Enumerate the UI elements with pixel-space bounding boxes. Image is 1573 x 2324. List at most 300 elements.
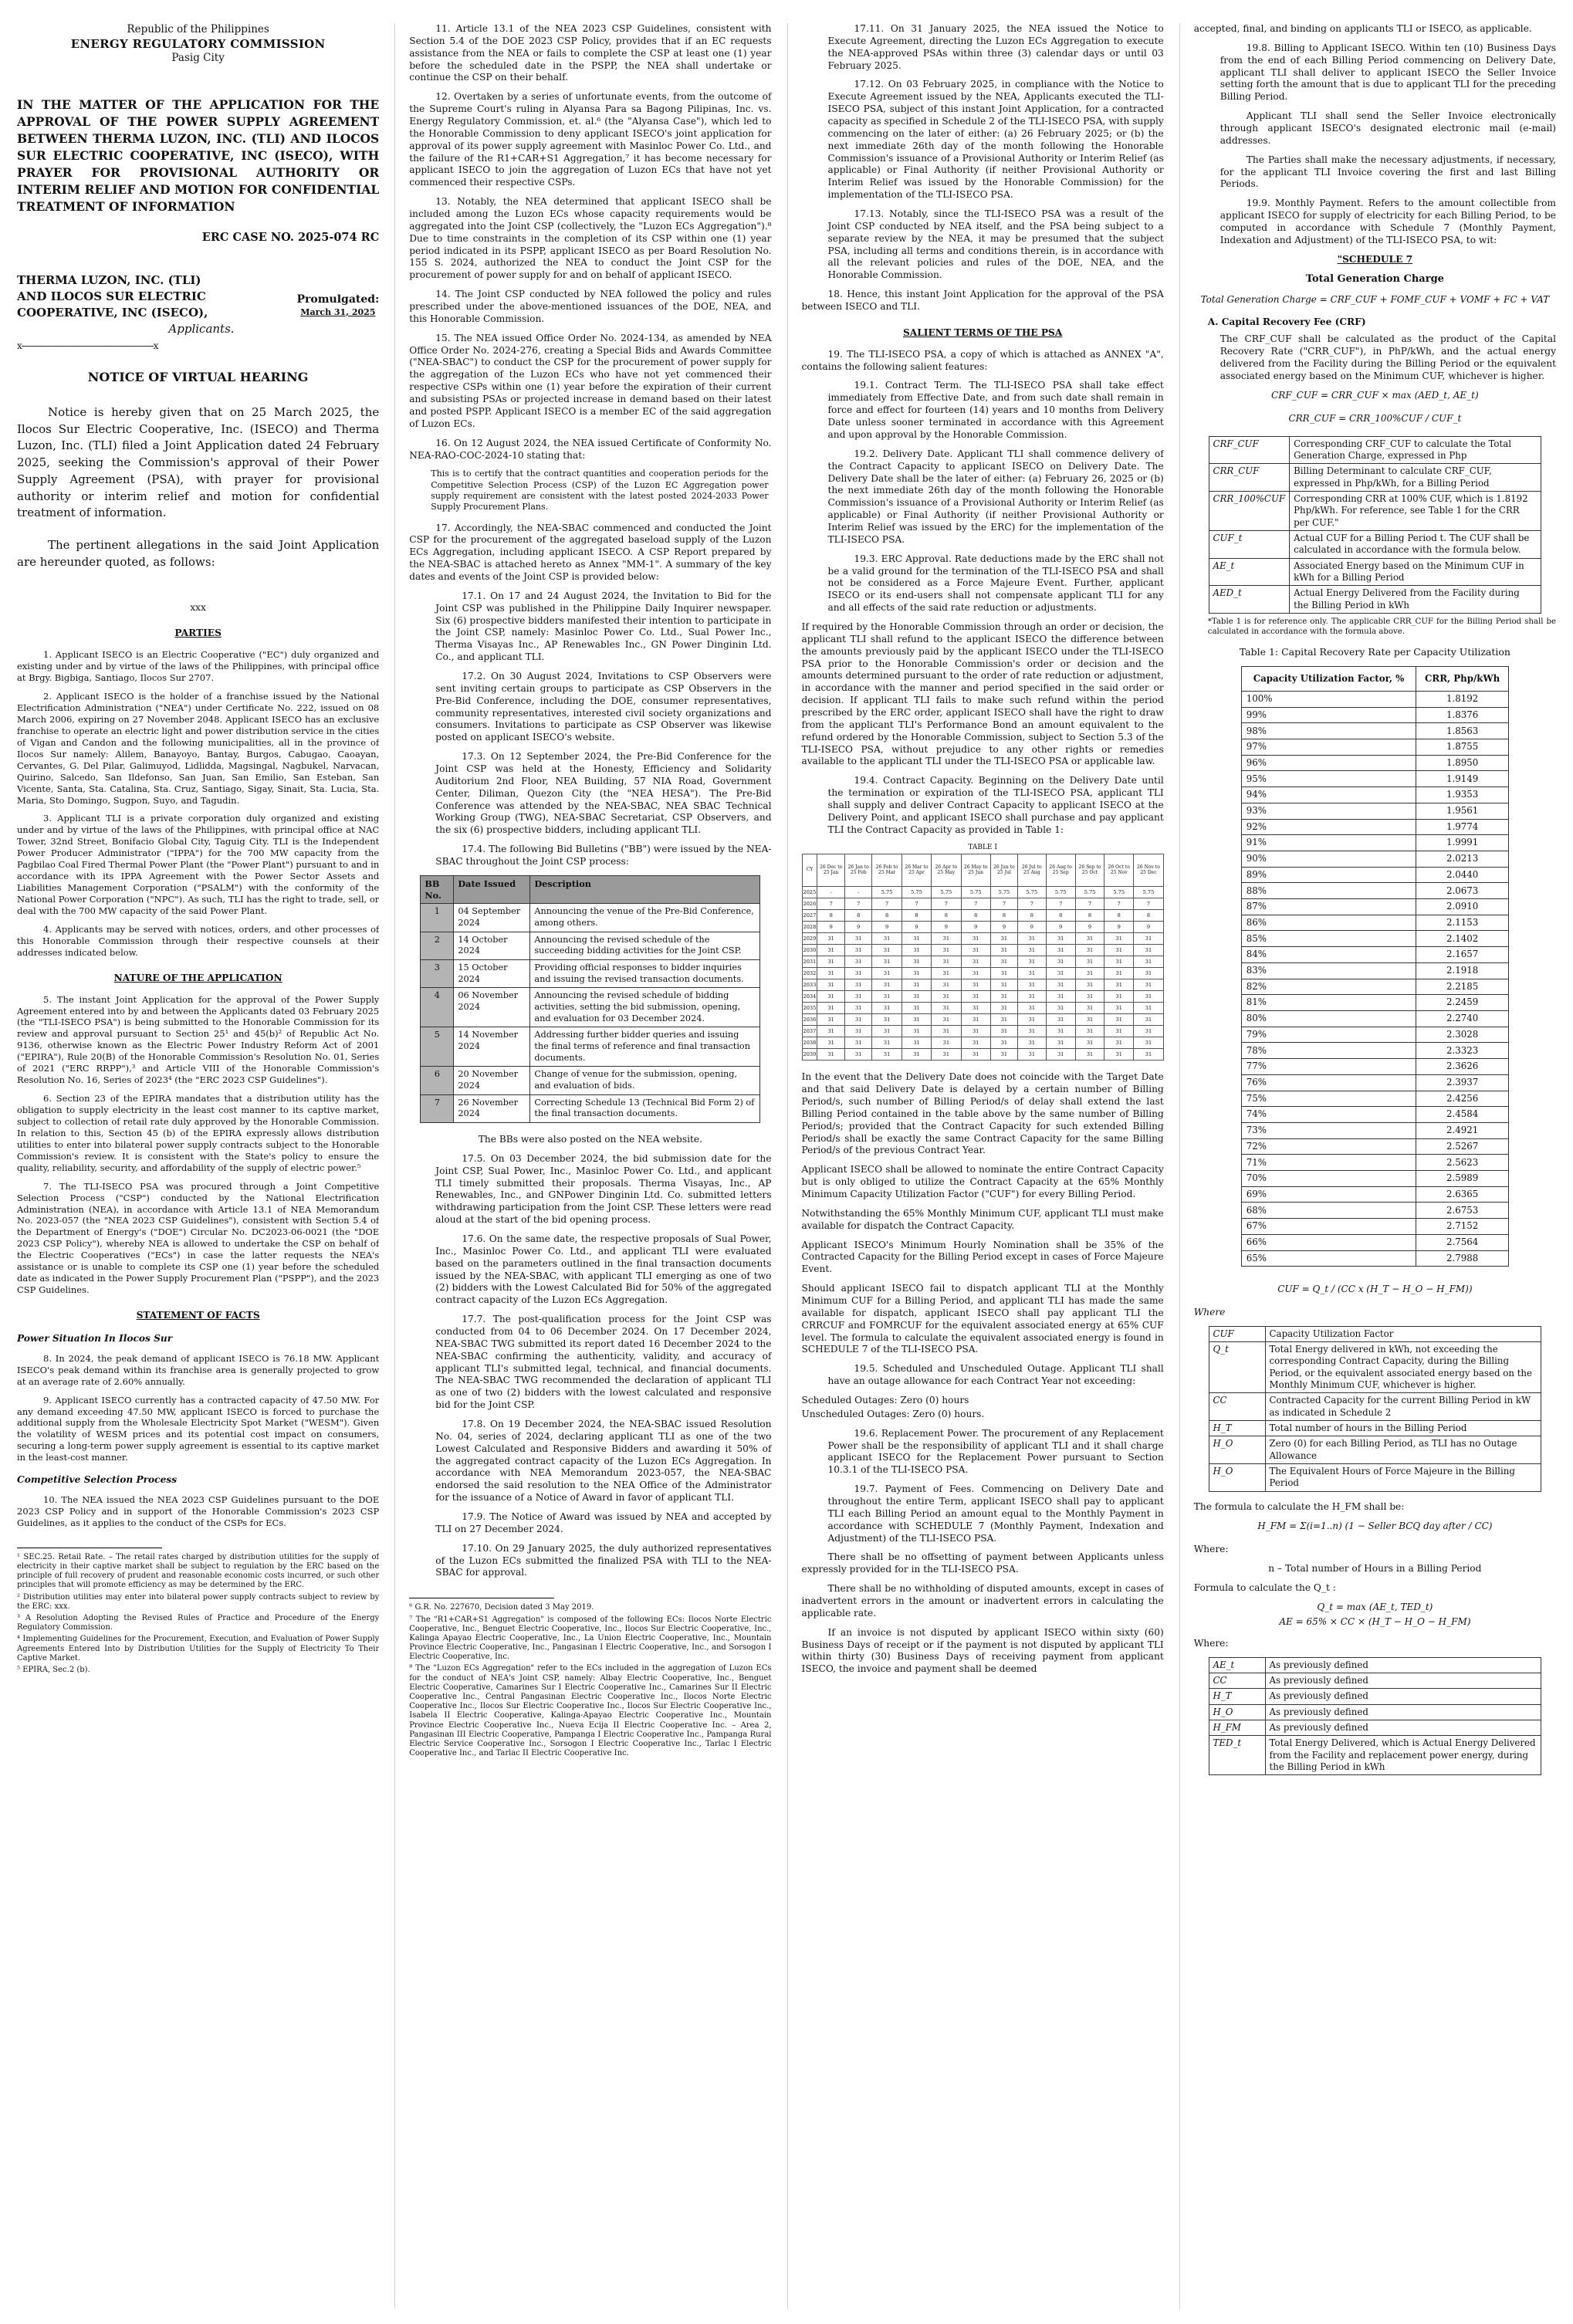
cuf-definitions-table bbox=[1209, 1326, 1542, 1492]
table-cell: 31 bbox=[990, 1003, 1017, 1014]
subparagraph: 19.7. Payment of Fees. Commencing on Delivery Date and throughout the entire Term, applicant ISECO shall pay to applicant TLI each Billing Period an amount equal to the Monthly Payment in accordance with SCHEDULE 7 (Monthly Payment, Indexation and Adjustment) of the TLI-ISECO PSA. bbox=[827, 1483, 1164, 1544]
table-cell: 31 bbox=[1046, 1049, 1075, 1061]
table-cell: 95% bbox=[1241, 771, 1416, 787]
table-cell: - bbox=[845, 887, 872, 898]
table-cell: 1.9774 bbox=[1416, 819, 1509, 835]
definition-row bbox=[1209, 1736, 1541, 1775]
crf-heading: A. Capital Recovery Fee (CRF) bbox=[1207, 316, 1366, 328]
table-header: 26 Aug to 25 Sep bbox=[1046, 854, 1075, 887]
table-header-row bbox=[421, 875, 760, 903]
table-row bbox=[802, 991, 1163, 1003]
paragraph: 2. Applicant ISECO is the holder of a franchise issued by the National Electrification Administration ("NEA") under Certificate No. 222, issued on 08 March 2006, expiring on 27 November 2048. Applicant ISECO has an exclusive franchise to operate an electric light and power distribution service in the cities of Vigan and Candon and the following municipalities, all in the province of Ilocos Sur namely: Alilem, Banayoyo, Bantay, Burgos, Cabugao, Caoayan, Cervantes, G. Del Pilar, Galimuyod, Lidlidda, Magsingal, Nagbukel, Narvacan, Quirino, Salcedo, San Ildefonso, San Juan, San Emilio, San Esteban, San Vicente, Santa, Sta. Catalina, Sta. Cruz, Santiago, Sigay, Sinait, Sta. Lucia, Sta. Maria, Sto Domingo, Sugpon, Suyo, and Tagudin. bbox=[17, 691, 380, 806]
table-cell: 1.8192 bbox=[1416, 691, 1509, 707]
table-cell: H_O bbox=[1209, 1463, 1265, 1491]
definition-rows bbox=[1209, 1657, 1541, 1775]
table-cell: Actual CUF for a Billing Period t. The CUF shall be calculated in accordance with the formula below. bbox=[1290, 530, 1541, 558]
table-cell: 31 bbox=[817, 1026, 845, 1037]
table-header: 26 Mar to 25 Apr bbox=[902, 854, 931, 887]
table-cell: 79% bbox=[1241, 1027, 1416, 1043]
table-cell: Total Energy Delivered, which is Actual Energy Delivered from the Facility and replacement power energy, during the Billing Period in kWh bbox=[1265, 1736, 1541, 1775]
table-cell: 06 November 2024 bbox=[454, 988, 530, 1027]
table-cell: 2031 bbox=[802, 956, 817, 968]
table-cell: Contracted Capacity for the current Billing Period in kW as indicated in Schedule 2 bbox=[1265, 1393, 1541, 1421]
subparagraph: 19.1. Contract Term. The TLI-ISECO PSA shall take effect immediately from Effective Date, and from such date shall remain in force and effect for fourteen (14) years and 10 months from Delivery Date unless sooner terminated in accordance with this Agreement and upon approval by the Honorable Commission. bbox=[827, 380, 1164, 440]
table-cell: 31 bbox=[845, 1026, 872, 1037]
table-cell: 31 bbox=[872, 979, 902, 991]
table-row bbox=[802, 1014, 1163, 1026]
subparagraph: 17.5. On 03 December 2024, the bid submission date for the Joint CSP, Sual Power, Inc., Masinloc Power Co. Ltd., and applicant TLI timely submitted their proposals. Therma Visayas, Inc., AP Renewables, Inc., and GNPower Dinginin Ltd. Co. submitted letters withdrawing participation from the Joint CSP. These letters were read aloud at the start of the bid opening process. bbox=[435, 1152, 772, 1226]
notice-title: NOTICE OF VIRTUAL HEARING bbox=[87, 370, 309, 385]
table-cell: 7 bbox=[990, 898, 1017, 910]
table-cell: 31 bbox=[1075, 979, 1104, 991]
table-cell: 31 bbox=[1046, 1014, 1075, 1026]
table-row bbox=[802, 1049, 1163, 1061]
divider-rule: x--------------------------------------------------------x bbox=[17, 340, 158, 352]
table-cell: 7 bbox=[902, 898, 931, 910]
footnote: ¹ SEC.25. Retail Rate. – The retail rates charged by distribution utilities for the supply of electricity in their captive market shall be subject to regulation by the ERC based on the principle of full recovery of prudent and reasonable economic costs incurred, or such other principles that will promote efficiency as may be determined by the ERC. bbox=[17, 1552, 380, 1590]
paragraph: The Parties shall make the necessary adjustments, if necessary, for the applicant TLI Invoice covering the first and last Billing Periods. bbox=[1219, 154, 1556, 190]
bid-bulletin-table bbox=[420, 875, 760, 1123]
table-cell: 31 bbox=[817, 1003, 845, 1014]
table-cell: 1.8376 bbox=[1416, 707, 1509, 723]
table-cell: CC bbox=[1209, 1673, 1265, 1689]
table-cell: 31 bbox=[990, 956, 1017, 968]
subsection-heading: Competitive Selection Process bbox=[17, 1474, 178, 1486]
paragraph: Applicant ISECO shall be allowed to nominate the entire Contract Capacity but is only obliged to utilize the Contract Capacity at the 65% Monthly Minimum Capacity Utilization Factor ("CUF") for every Billing Period. bbox=[801, 1164, 1164, 1199]
definition-row bbox=[1209, 586, 1541, 614]
table-cell: 2035 bbox=[802, 1003, 817, 1014]
table-header: Description bbox=[530, 875, 760, 903]
table-cell: 7 bbox=[872, 898, 902, 910]
table-row bbox=[1241, 787, 1508, 803]
table-cell: 31 bbox=[961, 945, 990, 956]
table-cell: 31 bbox=[1075, 945, 1104, 956]
table-cell: 2.1918 bbox=[1416, 962, 1509, 979]
section-heading: STATEMENT OF FACTS bbox=[136, 1310, 260, 1321]
definition-row bbox=[1209, 1436, 1541, 1464]
table-cell: 31 bbox=[1046, 1026, 1075, 1037]
table-header: 26 Jun to 25 Jul bbox=[990, 854, 1017, 887]
promulgated-date: March 31, 2025 bbox=[300, 306, 376, 317]
table-cell: CRR_100%CUF bbox=[1209, 491, 1290, 530]
table-cell: 85% bbox=[1241, 931, 1416, 947]
footnote: ⁸ The "Luzon ECs Aggregation" refer to the ECs included in the aggregation of Luzon ECs for the conduct of NEA's Joint CSP, namely: Albay Electric Cooperative, Inc., Benguet Electric Cooperative, Camarines Sur I Electric Cooperative Inc., Camarines Sur II Electric Cooperative Inc., Central Pangasinan Electric Cooperative Inc., Ilocos Norte Electric Cooperative Inc., Ilocos Sur Electric Cooperative Inc., Ilocos Sur Electric Cooperative Inc., Isabela II Electric Cooperative, Kalinga-Apayao Electric Cooperative Inc., Mountain Province Electric Cooperative Inc., Nueva Ecija II Electric Cooperative Inc. – Area 2, Pangasinan III Electric Cooperative, Pampanga I Electric Cooperative Inc., Pampanga Rural Electric Service Cooperative Inc., Sorsogon I Electric Cooperative Inc., Tarlac I Electric Cooperative Inc., and Tarlac II Electric Cooperative Inc. bbox=[409, 1664, 772, 1758]
definition-row bbox=[1209, 1463, 1541, 1491]
table-row bbox=[1241, 899, 1508, 915]
table-cell: 66% bbox=[1241, 1234, 1416, 1250]
table-cell: 31 bbox=[990, 991, 1017, 1003]
paragraph: 8. In 2024, the peak demand of applicant ISECO is 76.18 MW. Applicant ISECO's peak demand within its franchise area is generally projected to grow at an average rate of 2.60% annually. bbox=[17, 1352, 380, 1387]
crf-text: The CRF_CUF shall be calculated as the product of the Capital Recovery Rate ("CRR_CUF"), in PhP/kWh, and the actual energy delivered from the Facility during the Billing Period or the equivalent associated energy based on the Minimum CUF, whichever is higher. bbox=[1219, 333, 1556, 381]
commission-name: ENERGY REGULATORY COMMISSION bbox=[70, 36, 326, 51]
city-line: Pasig City bbox=[171, 52, 225, 65]
table-cell: Change of venue for the submission, opening, and evaluation of bids. bbox=[530, 1067, 760, 1094]
subparagraph: 17.2. On 30 August 2024, Invitations to CSP Observers were sent inviting certain groups to participate as CSP Observers in the Pre-Bid Conference, including the DOE, consumer representatives, community representatives, interested civil society organizations and consumers. Invitations to participate as CSP Observer was likewise posted on applicant ISECO's website. bbox=[435, 671, 772, 743]
table-cell: 14 November 2024 bbox=[454, 1027, 530, 1067]
tgc-heading: Total Generation Charge bbox=[1305, 272, 1444, 285]
table-cell: H_T bbox=[1209, 1420, 1265, 1436]
table-cell: 31 bbox=[902, 956, 931, 968]
table-cell: 73% bbox=[1241, 1122, 1416, 1138]
table-cell: 04 September 2024 bbox=[454, 904, 530, 932]
table-row bbox=[1241, 707, 1508, 723]
table-row bbox=[1241, 1138, 1508, 1155]
table-cell: 7 bbox=[1018, 898, 1046, 910]
paragraph: There shall be no offsetting of payment between Applicants unless expressly provided for in the TLI-ISECO PSA. bbox=[801, 1551, 1164, 1575]
definition-row bbox=[1209, 1326, 1541, 1341]
table-cell: 31 bbox=[817, 1049, 845, 1061]
contract-capacity-rows bbox=[802, 854, 1163, 1061]
table-cell: 8 bbox=[902, 910, 931, 922]
table-cell: 31 bbox=[932, 1014, 962, 1026]
table-cell: 31 bbox=[902, 933, 931, 945]
table-cell: 31 bbox=[817, 979, 845, 991]
table-cell: 31 bbox=[817, 933, 845, 945]
table-cell: 71% bbox=[1241, 1155, 1416, 1171]
hfm-formula: H_FM = Σ(i=1..n) (1 − Seller BCQ day after / CC) bbox=[1257, 1521, 1493, 1532]
definition-row bbox=[1209, 1657, 1541, 1673]
table-cell: 67% bbox=[1241, 1219, 1416, 1235]
table-cell: 31 bbox=[1134, 1037, 1164, 1049]
table-cell: 7 bbox=[1075, 898, 1104, 910]
table-cell: 97% bbox=[1241, 739, 1416, 756]
table-cell: 7 bbox=[845, 898, 872, 910]
table-cell: 94% bbox=[1241, 787, 1416, 803]
table-cell: 31 bbox=[961, 1014, 990, 1026]
table-cell: 31 bbox=[990, 1026, 1017, 1037]
ae-formula: AE = 65% × CC × (H_T − H_O − H_FM) bbox=[1279, 1616, 1471, 1628]
table-cell: 2.3626 bbox=[1416, 1059, 1509, 1075]
table-cell: 31 bbox=[817, 1014, 845, 1026]
table-cell: 31 bbox=[817, 1037, 845, 1049]
paragraph: 7. The TLI-ISECO PSA was procured through a Joint Competitive Selection Process ("CSP") conducted by the National Electrification Administration (NEA), in accordance with Article 13.1 of NEA Memorandum No. 2023-057 (the "NEA 2023 CSP Guidelines"), consistent with Section 5.4 of the Department of Energy's ("DOE") Circular No. DC2023-06-0021 (the "DOE 2023 CSP Policy"), whereby NEA is allowed to undertake the CSP on behalf of the Electric Cooperatives ("ECs") in case the latter requests the NEA's assistance or is unable to complete its CSP one (1) year before the scheduled date as indicated in the Power Supply Procurement Plan ("PSPP"), and the 2023 CSP Guidelines. bbox=[17, 1180, 380, 1296]
table-cell: 2037 bbox=[802, 1026, 817, 1037]
table-row bbox=[1241, 1074, 1508, 1091]
paragraph: 17. Accordingly, the NEA-SBAC commenced and conducted the Joint CSP for the procurement of the aggregated baseload supply of the Luzon ECs Aggregation, including applicant ISECO. A CSP Report prepared by the NEA-SBAC is attached hereto as Annex "MM-1". A summary of the key dates and events of the Joint CSP is provided below: bbox=[409, 522, 772, 582]
table-cell: 76% bbox=[1241, 1074, 1416, 1091]
table-cell: 82% bbox=[1241, 979, 1416, 995]
table-cell: 31 bbox=[1075, 968, 1104, 979]
table-cell: Corresponding CRF_CUF to calculate the Total Generation Charge, expressed in Php bbox=[1290, 436, 1541, 464]
table-row bbox=[1241, 1203, 1508, 1219]
table-cell: 31 bbox=[1046, 1003, 1075, 1014]
table-cell: 31 bbox=[990, 1037, 1017, 1049]
table-header: 26 Jan to 25 Feb bbox=[845, 854, 872, 887]
crf-formula: CRF_CUF = CRR_CUF × max (AED_t, AE_t) bbox=[1271, 390, 1479, 401]
table-cell: 2.1657 bbox=[1416, 947, 1509, 963]
section-heading: SALIENT TERMS OF THE PSA bbox=[902, 326, 1063, 338]
table-header: BB No. bbox=[421, 875, 454, 903]
subparagraph: 17.6. On the same date, the respective proposals of Sual Power, Inc., Masinloc Power Co. Ltd., and applicant TLI were evaluated based on the parameters outlined in the final transaction documents issued by the NEA-SBAC, with applicant TLI emerging as one of two (2) bidders with the Lowest Calculated Bid for 50% of the aggregated contract capacity of the Luzon ECs Aggregation. bbox=[435, 1233, 772, 1306]
intro-paragraph: The pertinent allegations in the said Joint Application are hereunder quoted, as follows: bbox=[17, 538, 380, 569]
paragraph: 12. Overtaken by a series of unfortunate events, from the outcome of the Supreme Court's ruling in Alyansa Para sa Bagong Pilipinas, Inc. vs. Energy Regulatory Commission, et. al.⁶ (the "Alyansa Case"), which led to the Honorable Commission to deny applicant ISECO's joint application for approval of its power supply agreement with Masinloc Power Co. Ltd., and the failure of the R1+CAR+S1 Aggregation,⁷ it has become necessary for applicant ISECO to join the aggregation of Luzon ECs that have not yet commenced their respective CSPs. bbox=[409, 91, 772, 188]
table-row bbox=[1241, 979, 1508, 995]
table-cell: 1.9149 bbox=[1416, 771, 1509, 787]
table-cell: 7 bbox=[1046, 898, 1075, 910]
table-cell: Announcing the revised schedule of bidding activities, setting the bid submission, opening, and evaluation for 03 December 2024. bbox=[530, 988, 760, 1027]
table-cell: 96% bbox=[1241, 755, 1416, 771]
table-cell: 9 bbox=[845, 922, 872, 933]
paragraph: 6. Section 23 of the EPIRA mandates that a distribution utility has the obligation to supply electricity in the least cost manner to its captive market, subject to collection of retail rate duly approved by the Honorable Commission. In relation to this, Section 45 (b) of the EPIRA expressly allows distribution utilities to enter into bilateral power supply contracts subject to the Honorable Commission's review. It is consistent with the State's policy to ensure the quality, reliability, security, and affordability of the supply of electric power.⁵ bbox=[17, 1093, 380, 1173]
table-cell: 31 bbox=[1075, 1037, 1104, 1049]
subparagraph: 17.4. The following Bid Bulletins ("BB") were issued by the NEA-SBAC throughout the Joint CSP process: bbox=[435, 844, 772, 868]
table-cell: 89% bbox=[1241, 867, 1416, 883]
table-cell: 31 bbox=[1134, 956, 1164, 968]
table-cell: 2 bbox=[421, 932, 454, 959]
table-cell: 31 bbox=[990, 1014, 1017, 1026]
table-cell: 2028 bbox=[802, 922, 817, 933]
party-names bbox=[17, 272, 235, 337]
table-cell: 4 bbox=[421, 988, 454, 1027]
table-cell: 5.75 bbox=[1104, 887, 1134, 898]
promulgated-block bbox=[297, 272, 380, 317]
definition-row bbox=[1209, 491, 1541, 530]
cuf-formula: CUF = Q_t / (CC x (H_T − H_O − H_FM)) bbox=[1277, 1284, 1473, 1295]
subparagraph: 17.7. The post-qualification process for the Joint CSP was conducted from 04 to 06 December 2024. On 17 December 2024, NEA-SBAC TWG submitted its report dated 16 December 2024 to the NEA-SBAC confirming the authenticity, validity, and accuracy of applicant TLI's submitted legal, technical, and financial documents. The NEA-SBAC TWG recommended the declaration of applicant TLI as one of two (2) bidders with the lowest calculated and responsive bid for the Joint CSP. bbox=[435, 1314, 772, 1411]
table-cell: 31 bbox=[1134, 1049, 1164, 1061]
table-row bbox=[1241, 883, 1508, 899]
table-cell: 87% bbox=[1241, 899, 1416, 915]
table-row bbox=[421, 1027, 760, 1067]
table-row bbox=[421, 932, 760, 959]
ellipsis-marker: xxx bbox=[190, 601, 206, 613]
table-cell: 98% bbox=[1241, 723, 1416, 739]
table-cell: 31 bbox=[845, 945, 872, 956]
table-cell: 31 bbox=[872, 1037, 902, 1049]
table-header: 26 Sep to 25 Oct bbox=[1075, 854, 1104, 887]
table-cell: 77% bbox=[1241, 1059, 1416, 1075]
crr-table-title: Table 1: Capital Recovery Rate per Capacity Utilization bbox=[1239, 646, 1510, 658]
table-cell: 31 bbox=[1046, 968, 1075, 979]
table-cell: 31 bbox=[872, 1003, 902, 1014]
table-header-row bbox=[802, 854, 1163, 887]
table-header: 26 Nov to 25 Dec bbox=[1134, 854, 1164, 887]
table-cell: 31 bbox=[845, 968, 872, 979]
table-cell: 31 bbox=[1046, 979, 1075, 991]
table-cell: 86% bbox=[1241, 915, 1416, 931]
table-cell: Correcting Schedule 13 (Technical Bid Form 2) of the final transaction documents. bbox=[530, 1094, 760, 1122]
table-cell: 31 bbox=[817, 956, 845, 968]
table-cell: 31 bbox=[1018, 1003, 1046, 1014]
table-cell: 83% bbox=[1241, 962, 1416, 979]
qt-definitions-table bbox=[1209, 1657, 1542, 1776]
table-cell: 31 bbox=[1104, 1003, 1134, 1014]
table-cell: 31 bbox=[961, 991, 990, 1003]
table-cell: 8 bbox=[1104, 910, 1134, 922]
table-cell: 31 bbox=[1075, 991, 1104, 1003]
table-cell: 31 bbox=[1104, 979, 1134, 991]
table-cell: 91% bbox=[1241, 835, 1416, 851]
table-cell: 9 bbox=[990, 922, 1017, 933]
party-line: AND ILOCOS SUR ELECTRIC bbox=[17, 289, 206, 304]
table-cell: 2.1402 bbox=[1416, 931, 1509, 947]
table-cell: 31 bbox=[1018, 979, 1046, 991]
table-cell: 31 bbox=[902, 1026, 931, 1037]
table-cell: 31 bbox=[845, 956, 872, 968]
table-cell: 2.0213 bbox=[1416, 851, 1509, 867]
table-cell: 31 bbox=[961, 979, 990, 991]
case-number: ERC CASE NO. 2025-074 RC bbox=[201, 230, 380, 244]
table-row bbox=[1241, 723, 1508, 739]
table-cell: 8 bbox=[1018, 910, 1046, 922]
table-cell: 31 bbox=[990, 968, 1017, 979]
subparagraph: 17.8. On 19 December 2024, the NEA-SBAC issued Resolution No. 04, series of 2024, declaring applicant TLI as one of the two Lowest Calculated and Responsive Bidders and awarding it 50% of the aggregated contract capacity of the Luzon ECs Aggregation. In accordance with NEA Memorandum 2023-057, the NEA-SBAC endorsed the said resolution to the NEA Office of the Administrator for the issuance of a Notice of Award in favor of applicant TLI. bbox=[435, 1419, 772, 1504]
subparagraph: 17.12. On 03 February 2025, in compliance with the Notice to Execute Agreement issued by the NEA, Applicants executed the TLI-ISECO PSA, subject of this instant Joint Application, for a contracted capacity as specified in Schedule 2 of the TLI-ISECO PSA, with supply commencing on the later of either: (a) 26 February 2025; or (b) the next immediate 26th day of the month following the Honorable Commission's issuance of a Provisional Authority or Interim Relief (as applicable) or Final Authority (if neither Provisional Authority or Interim Relief was issued by the Honorable Commission) for the implementation of the TLI-ISECO PSA. bbox=[827, 79, 1164, 201]
subparagraph: 19.2. Delivery Date. Applicant TLI shall commence delivery of the Contract Capacity to applicant ISECO on Delivery Date. The Delivery Date shall be the later of either: (a) February 26, 2025 or (b) the next immediate 26th day of the month following the Honorable Commission's issuance of a Provisional Authority or Interim Relief (as applicable) or Final Authority (if neither Provisional Authority or Interim Relief was issued by the ERC) for the implementation of the TLI-ISECO PSA. bbox=[827, 448, 1164, 545]
table-cell: Billing Determinant to calculate CRF_CUF, expressed in Php/kWh, for a Billing Period bbox=[1290, 464, 1541, 492]
table-cell: Announcing the revised schedule of the succeeding bidding activities for the Joint CSP. bbox=[530, 932, 760, 959]
table-cell: 5.75 bbox=[990, 887, 1017, 898]
table-cell: 8 bbox=[1075, 910, 1104, 922]
table-header-row bbox=[1241, 666, 1508, 691]
table-cell: 9 bbox=[1134, 922, 1164, 933]
paragraph: 5. The instant Joint Application for the approval of the Power Supply Agreement entered into by and between the Applicants dated 03 February 2025 (the "TLI-ISECO PSA") is being submitted to the Honorable Commission for its review and approval pursuant to Section 25¹ and 45(b)² of Republic Act No. 9136, otherwise known as the Electric Power Industry Reform Act of 2001 ("EPIRA"), Rule 20(B) of the Honorable Commission's Resolution No. 01, Series of 2021 ("ERC RRPP"),³ and Article VIII of the Honorable Commission's Resolution No. 16, Series of 2023⁴ (the "ERC 2023 CSP Guidelines"). bbox=[17, 993, 380, 1086]
definition-rows bbox=[1209, 1326, 1541, 1491]
table-cell: 31 bbox=[1104, 1014, 1134, 1026]
table-cell: 9 bbox=[1104, 922, 1134, 933]
table-cell: 31 bbox=[872, 945, 902, 956]
table-cell: 31 bbox=[1134, 1026, 1164, 1037]
table-cell: 31 bbox=[1018, 991, 1046, 1003]
table-cell: 5.75 bbox=[961, 887, 990, 898]
table-row bbox=[802, 979, 1163, 991]
paragraph: 3. Applicant TLI is a private corporation duly organized and existing under and by virtue of the laws of the Philippines, with principal office at NAC Tower, 32nd Street, Bonifacio Global City, Taguig City. TLI is the Independent Power Producer Administrator ("IPPA") for the 700 MW capacity from the Pagbilao Coal Fired Thermal Power Plant (the "Power Plant") pursuant to and in accordance with its IPPA Agreement with the Power Sector Assets and Liabilities Management Corporation ("PSALM") with the conformity of the National Power Corporation ("NPC"). As such, TLI has the right to trade, sell, or deal with the 700 MW capacity of the said Power Plant. bbox=[17, 813, 380, 916]
table-cell: 8 bbox=[872, 910, 902, 922]
table-row bbox=[1241, 1010, 1508, 1027]
definition-row bbox=[1209, 1689, 1541, 1704]
table-cell: 2.5267 bbox=[1416, 1138, 1509, 1155]
table-header: 26 Dec to 25 Jan bbox=[817, 854, 845, 887]
table-cell: Providing official responses to bidder inquiries and issuing the revised transaction documents. bbox=[530, 959, 760, 987]
promulgated-label: Promulgated: bbox=[296, 293, 380, 306]
table-cell: - bbox=[817, 887, 845, 898]
table-cell: 1.9991 bbox=[1416, 835, 1509, 851]
table-row bbox=[421, 904, 760, 932]
paragraph: 15. The NEA issued Office Order No. 2024-134, as amended by NEA Office Order No. 2024-276, creating a Special Bids and Awards Committee ("NEA-SBAC") to conduct the CSP for the procurement of power supply for the aggregation of the Luzon ECs who have not yet commenced their respective CSPs within one (1) year before the expiration of their current and subsisting PSAs or projected increase in demand based on their latest and posted PSPP. Applicant ISECO is a member EC of the said aggregation of Luzon ECs. bbox=[409, 332, 772, 429]
table-cell: 1.9353 bbox=[1416, 787, 1509, 803]
table-cell: Associated Energy based on the Minimum CUF in kWh for a Billing Period bbox=[1290, 558, 1541, 586]
table-cell: 9 bbox=[1046, 922, 1075, 933]
table-cell: CUF_t bbox=[1209, 530, 1290, 558]
table-cell: 2.2185 bbox=[1416, 979, 1509, 995]
table-cell: 31 bbox=[872, 991, 902, 1003]
paragraph: 19. The TLI-ISECO PSA, a copy of which is attached as ANNEX "A", contains the following salient features: bbox=[801, 348, 1164, 372]
table-cell: Addressing further bidder queries and issuing the final terms of reference and final transaction documents. bbox=[530, 1027, 760, 1067]
table-header: 26 May to 25 Jun bbox=[961, 854, 990, 887]
table-cell: 31 bbox=[872, 933, 902, 945]
table-row bbox=[802, 887, 1163, 898]
table-cell: 31 bbox=[902, 1049, 931, 1061]
subparagraph: 17.3. On 12 September 2024, the Pre-Bid Conference for the Joint CSP was held at the Honesty, Efficiency and Solidarity Auditorium 2nd Floor, NEA Building, 57 NIA Road, Government Center, Diliman, Quezon City (the "NEA HESA"). The Pre-Bid Conference was attended by the NEA-SBAC, NEA SBAC Technical Working Group (TWG), NEA-SBAC Secretariat, CSP Observers, and the six (6) prospective bidders, including applicant TLI. bbox=[435, 751, 772, 836]
table-header: CRR, Php/kWh bbox=[1416, 666, 1509, 691]
table-row bbox=[1241, 947, 1508, 963]
table-cell: 31 bbox=[1134, 1014, 1164, 1026]
table-row bbox=[421, 988, 760, 1027]
table-cell: 2034 bbox=[802, 991, 817, 1003]
paragraph: If an invoice is not disputed by applicant ISECO within sixty (60) Business Days of receipt or if the payment is not disputed by applicant TLI within thirty (30) Business Days of receiving payment from applicant ISECO, the invoice and payment shall be deemed bbox=[801, 1626, 1164, 1675]
table-cell: 8 bbox=[961, 910, 990, 922]
definition-row bbox=[1209, 1342, 1541, 1393]
column-4 bbox=[1179, 23, 1556, 2309]
footnote: ³ A Resolution Adopting the Revised Rules of Practice and Procedure of the Energy Regulatory Commission. bbox=[17, 1613, 380, 1632]
republic-line: Republic of the Philippines bbox=[127, 23, 269, 36]
table-cell: 31 bbox=[1018, 1014, 1046, 1026]
crr-rows bbox=[1241, 691, 1508, 1266]
definition-row bbox=[1209, 1673, 1541, 1689]
table-row bbox=[1241, 962, 1508, 979]
footnote: ⁷ The "R1+CAR+S1 Aggregation" is composed of the following ECs: Ilocos Norte Electric Cooperative, Inc., Benguet Electric Cooperative, Inc., Ilocos Sur Electric Cooperative, Inc., Kalinga Apayao Electric Cooperative, Inc., La Union Electric Cooperative, Inc., Mountain Province Electric Cooperative, Inc., Pangasinan I Electric Cooperative, Inc., and Sorsogon I Electric Cooperative, Inc. bbox=[409, 1615, 772, 1662]
table-row bbox=[1241, 1107, 1508, 1123]
table-row bbox=[1241, 851, 1508, 867]
table-cell: 7 bbox=[421, 1094, 454, 1122]
subparagraph: 19.8. Billing to Applicant ISECO. Within ten (10) Business Days from the end of each Billing Period commencing on Delivery Date, applicant TLI shall deliver to applicant ISECO the Seller Invoice setting forth the amount that is due to applicant TLI for the preceding Billing Period. bbox=[1219, 42, 1556, 103]
table-cell: 31 bbox=[932, 1037, 962, 1049]
table-cell: 1 bbox=[421, 904, 454, 932]
table-cell: 1.8755 bbox=[1416, 739, 1509, 756]
contract-capacity-table bbox=[802, 854, 1164, 1061]
bid-bulletin-rows bbox=[421, 904, 760, 1123]
table-cell: 70% bbox=[1241, 1171, 1416, 1187]
paragraph: In the event that the Delivery Date does not coincide with the Target Date and that said Delivery Date is delayed by a certain number of Billing Period/s, such number of Billing Period/s of delay shall extend the last Billing Period contained in the table above by the same number of Billing Period/s; provided that the Contract Capacity for such extended Billing Period/s shall be exactly the same Contract Capacity for the same Billing Period/s of the previous Contract Year. bbox=[801, 1071, 1164, 1156]
table-row bbox=[802, 933, 1163, 945]
subparagraph: 19.9. Monthly Payment. Refers to the amount collectible from applicant ISECO for supply of electricity for each Billing Period, to be computed in accordance with Schedule 7 (Monthly Payment, Indexation and Adjustment) of the TLI-ISECO PSA, to wit: bbox=[1219, 198, 1556, 245]
table-row bbox=[1241, 1234, 1508, 1250]
table-cell: 31 bbox=[1134, 945, 1164, 956]
table-cell: 80% bbox=[1241, 1010, 1416, 1027]
table-cell: 7 bbox=[817, 898, 845, 910]
table-cell: 2025 bbox=[802, 887, 817, 898]
table-cell: 31 bbox=[1046, 991, 1075, 1003]
table-cell: 31 bbox=[872, 1026, 902, 1037]
definition-row bbox=[1209, 1420, 1541, 1436]
crr-table bbox=[1241, 666, 1509, 1267]
paragraph: There shall be no withholding of disputed amounts, except in cases of inadvertent errors in the amount or inadvertent errors in calculating the applicable rate. bbox=[801, 1583, 1164, 1619]
table-cell: 31 bbox=[902, 979, 931, 991]
table-cell: 2.4256 bbox=[1416, 1091, 1509, 1107]
table-row bbox=[1241, 1219, 1508, 1235]
table-title: TABLE I bbox=[968, 843, 997, 851]
column-2 bbox=[394, 23, 771, 2309]
table-cell: 2033 bbox=[802, 979, 817, 991]
table-cell: 31 bbox=[845, 1049, 872, 1061]
table-cell: 5.75 bbox=[1018, 887, 1046, 898]
table-cell: 9 bbox=[1075, 922, 1104, 933]
table-row bbox=[1241, 1155, 1508, 1171]
table-cell: 31 bbox=[902, 1003, 931, 1014]
definition-row bbox=[1209, 1393, 1541, 1421]
table-cell: 31 bbox=[990, 1049, 1017, 1061]
table-cell: 31 bbox=[1104, 956, 1134, 968]
table-header: 26 Apr to 25 May bbox=[932, 854, 962, 887]
subparagraph: 17.10. On 29 January 2025, the duly authorized representatives of the Luzon ECs submitted the finalized PSA with TLI to the NEA-SBAC for approval. bbox=[435, 1542, 772, 1578]
table-cell: 31 bbox=[1046, 945, 1075, 956]
definition-rows bbox=[1209, 436, 1541, 613]
table-cell: 81% bbox=[1241, 995, 1416, 1011]
table-cell: As previously defined bbox=[1265, 1673, 1541, 1689]
table-row bbox=[1241, 1059, 1508, 1075]
table-cell: 74% bbox=[1241, 1107, 1416, 1123]
crf-definitions-table bbox=[1209, 436, 1542, 614]
table-cell: 2038 bbox=[802, 1037, 817, 1049]
footnote: ² Distribution utilities may enter into bilateral power supply contracts subject to review by the ERC: xxx. bbox=[17, 1592, 380, 1611]
paragraph: 13. Notably, the NEA determined that applicant ISECO shall be included among the Luzon ECs whose capacity requirements would be aggregated into the Joint CSP (collectively, the "Luzon ECs Aggregation").⁸ Due to time constraints in the completion of its CSP within one (1) year period indicated in its PSPP, applicant ISECO as per Board Resolution No. 155 S. 2024, authorized the NEA to conduct the Joint CSP for the procurement of power supply for and on behalf of applicant ISECO. bbox=[409, 196, 772, 281]
table-cell: 31 bbox=[961, 1026, 990, 1037]
table-row bbox=[1241, 995, 1508, 1011]
table-cell: 6 bbox=[421, 1067, 454, 1094]
paragraph: 11. Article 13.1 of the NEA 2023 CSP Guidelines, consistent with Section 5.4 of the DOE 2023 CSP Policy, provides that if an EC requests assistance from the NEA or fails to complete the CSP at least one (1) year before the scheduled date in the PSPP, the NEA shall undertake or continue the CSP on their behalf. bbox=[409, 23, 772, 83]
table-header: Date Issued bbox=[454, 875, 530, 903]
outage-line: Scheduled Outages: Zero (0) hours bbox=[801, 1395, 969, 1406]
